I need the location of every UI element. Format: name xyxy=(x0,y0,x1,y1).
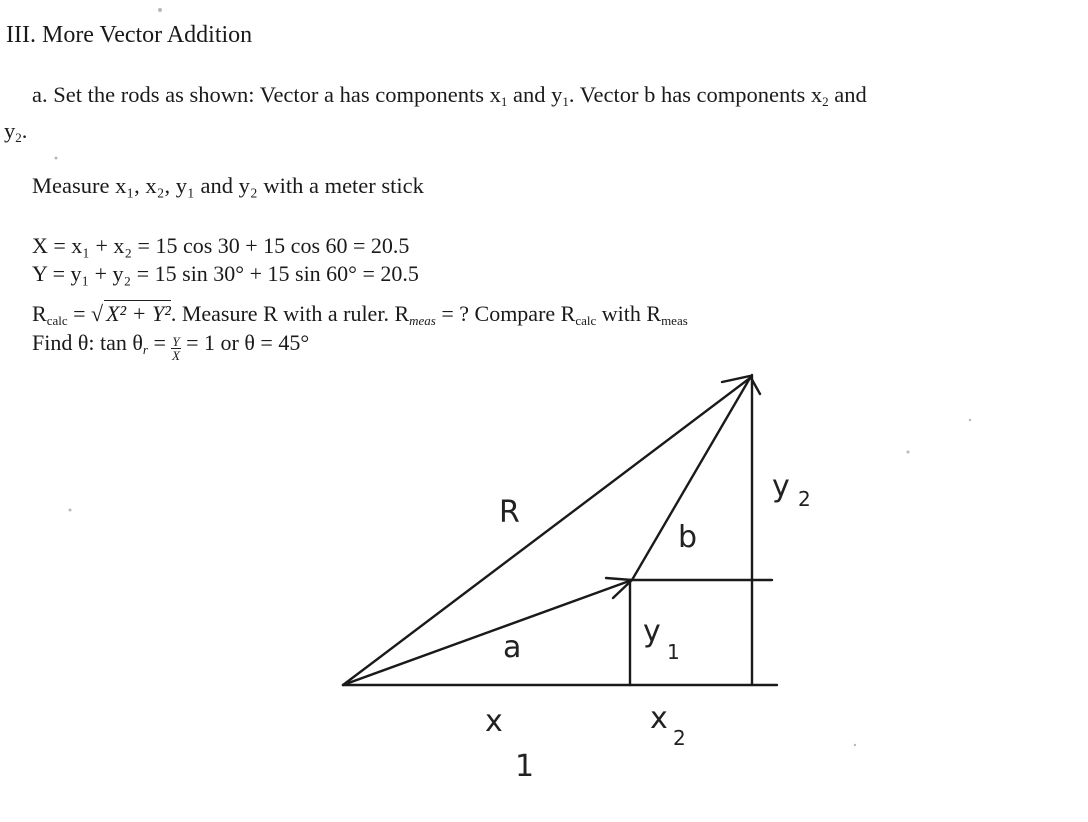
x2-subscript: 2 xyxy=(822,94,829,109)
label-x2-sub: 2 xyxy=(673,726,686,750)
r-equals: = xyxy=(67,301,92,326)
label-x2: x xyxy=(650,701,668,736)
speck xyxy=(854,744,856,746)
label-y2: y xyxy=(772,469,790,504)
r-measure-text: . Measure R with a ruler. R xyxy=(170,301,410,326)
speck xyxy=(907,451,910,454)
speck xyxy=(158,8,162,12)
label-x1: x xyxy=(485,704,503,739)
y-equation: Y = y₁ + y₂ = 15 sin 30° + 15 sin 60° = 20.5 xyxy=(32,261,419,286)
label-r: R xyxy=(499,495,520,530)
label-a: a xyxy=(503,630,522,665)
label-y1-sub: 1 xyxy=(667,640,680,664)
theta-equals: = xyxy=(147,330,172,355)
speck xyxy=(969,419,971,421)
line2-period: . xyxy=(21,118,28,143)
instruction-text-d: and xyxy=(828,82,867,107)
instruction-text-b: and y xyxy=(507,82,563,107)
label-x1-sub: 1 xyxy=(515,749,535,784)
vector-a-line xyxy=(343,580,632,685)
theta-result: = 1 or θ = 45° xyxy=(180,330,310,355)
y1-subscript: 1 xyxy=(562,94,569,109)
speck xyxy=(69,509,72,512)
y2-subscript: 2 xyxy=(15,130,22,145)
r-compare-text: = ? Compare R xyxy=(435,301,576,326)
sqrt-sign: √ xyxy=(91,301,104,326)
r-with-text: with R xyxy=(596,301,662,326)
r-meas-sub: meas xyxy=(409,313,436,328)
sqrt-radicand: X² + Y² xyxy=(106,301,171,326)
frac-denominator: X xyxy=(172,348,180,363)
r-calc-sub: calc xyxy=(46,313,68,328)
r-calc-sub-2: calc xyxy=(575,313,597,328)
label-b: b xyxy=(678,520,698,555)
y2-var: y xyxy=(4,118,16,143)
label-y1: y xyxy=(643,614,661,649)
section-title: III. More Vector Addition xyxy=(6,22,253,48)
instruction-text-a: a. Set the rods as shown: Vector a has components x xyxy=(32,82,501,107)
x1-subscript: 1 xyxy=(500,94,508,109)
instruction-text-c: . Vector b has components x xyxy=(568,82,823,107)
r-meas-sub-2: meas xyxy=(661,313,688,328)
measure-instruction: Measure x₁, x₂, y₁ and y₂ with a meter stick xyxy=(32,173,424,198)
r-lhs: R xyxy=(32,301,47,326)
frac-numerator: Y xyxy=(172,334,180,349)
theta-prefix: Find θ: tan θ xyxy=(32,330,143,355)
theta-sub: r xyxy=(142,342,148,357)
speck xyxy=(55,157,58,160)
x-equation: X = x₁ + x₂ = 15 cos 30 + 15 cos 60 = 20.5 xyxy=(32,233,410,258)
label-y2-sub: 2 xyxy=(798,487,811,511)
